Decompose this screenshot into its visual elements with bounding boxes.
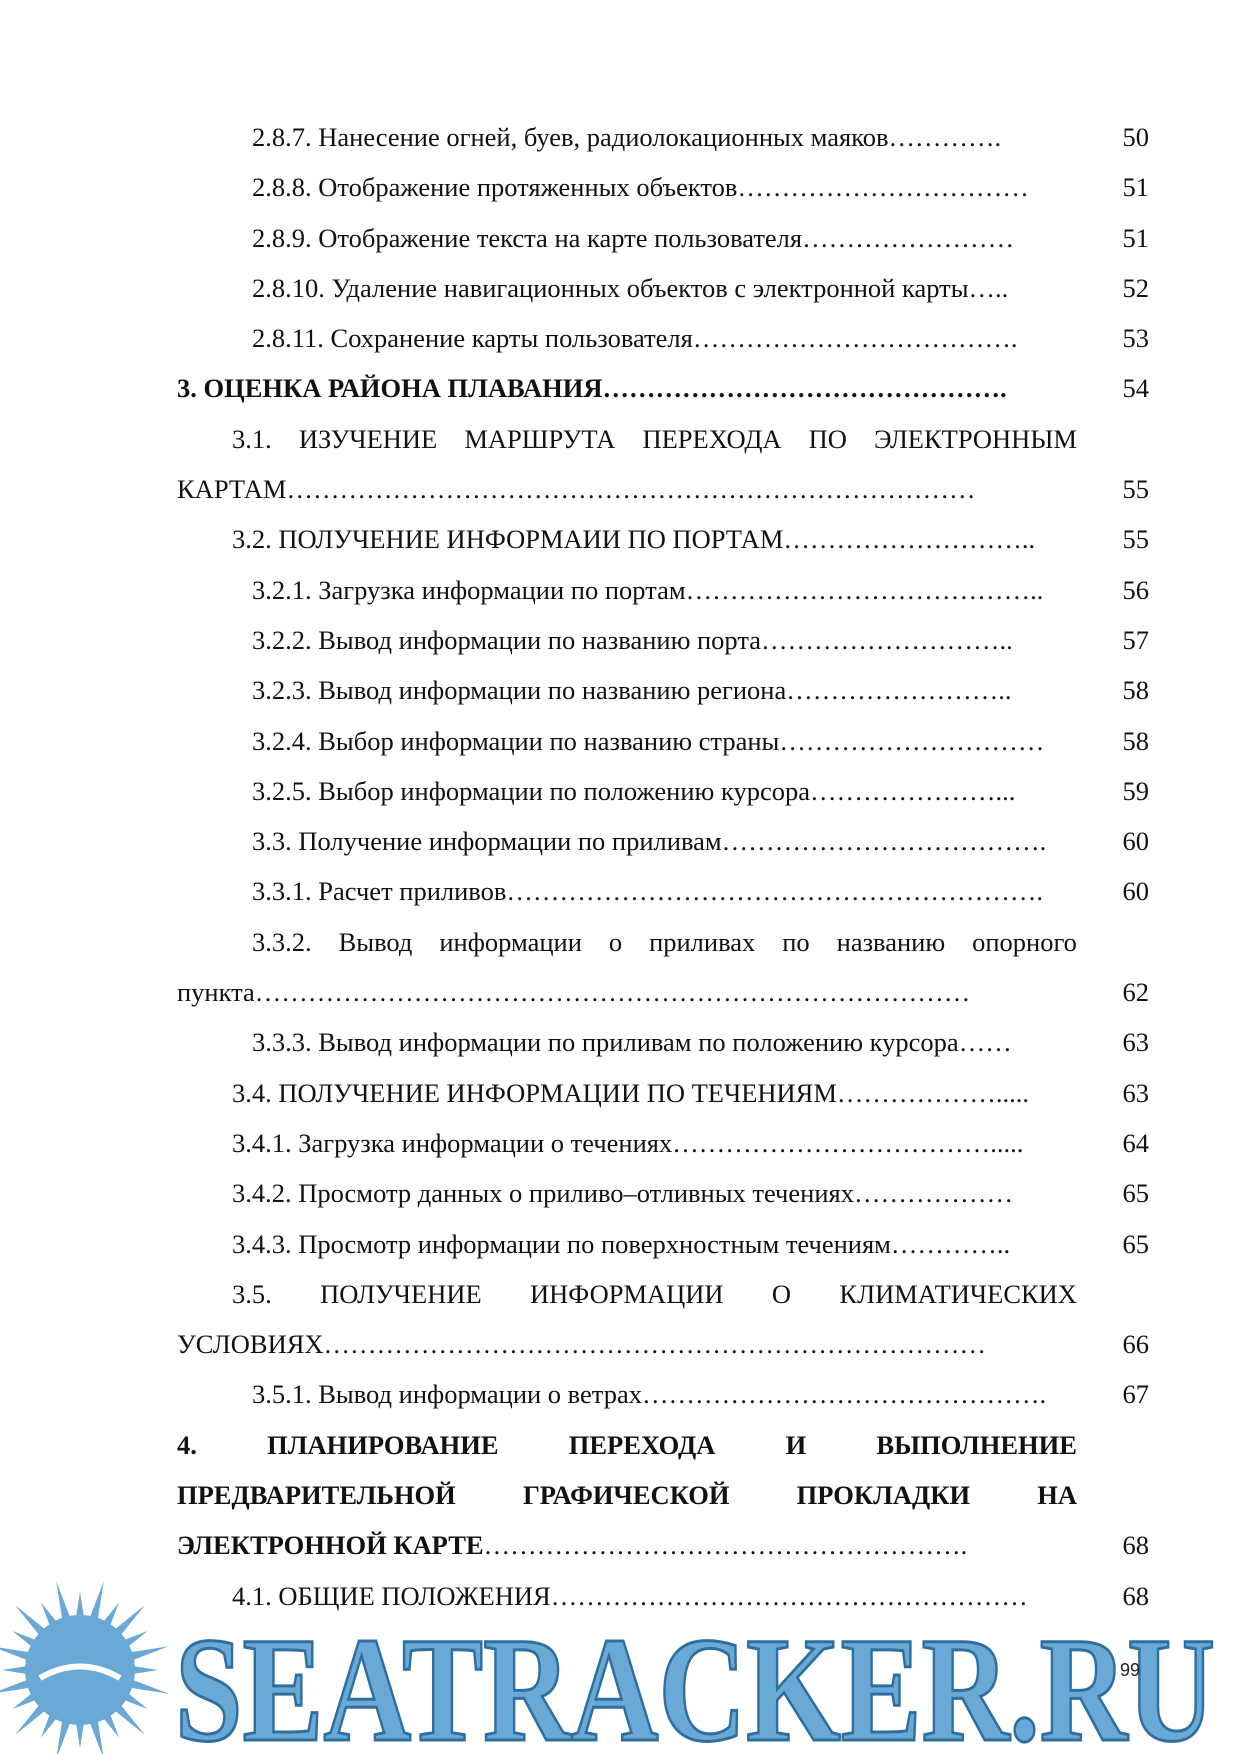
toc-word: НА [1037, 1480, 1077, 1511]
toc-word: КЛИМАТИЧЕСКИХ [839, 1278, 1077, 1309]
toc-entry [177, 263, 1149, 313]
toc-page-number: 65 [1122, 1178, 1149, 1209]
toc-entry-title [177, 1470, 1077, 1520]
toc-page-number: 58 [1122, 675, 1149, 706]
toc-entry [177, 766, 1149, 816]
toc-word: 4. [177, 1429, 197, 1460]
toc-page-number: 52 [1122, 272, 1149, 303]
toc-entry [177, 1369, 1149, 1419]
toc-entry-title: 3.3.3. Вывод информации по приливам по положению курсора…… [252, 1027, 1012, 1058]
toc-entry-title: 3.2.3. Вывод информации по названию региона…………………….. [252, 675, 1012, 706]
toc-page-number: 63 [1122, 1077, 1149, 1108]
toc-entry-title: 2.8.8. Отображение протяженных объектов…………………………… [252, 172, 1029, 203]
toc-entry-title: 3.5.1. Вывод информации о ветрах………………………………………. [252, 1379, 1047, 1410]
toc-entry-title: пункта……………………………………………………………………… [177, 977, 971, 1008]
toc-page-number: 54 [1122, 373, 1149, 404]
toc-entry [177, 1470, 1149, 1520]
toc-entry [177, 1420, 1149, 1470]
toc-entry [177, 464, 1149, 514]
toc-entry-title: 2.8.10. Удаление навигационных объектов с электронной карты….. [252, 272, 1009, 303]
toc-entry [177, 866, 1149, 916]
toc-entry-title: 2.8.7. Нанесение огней, буев, радиолокационных маяков…………. [252, 122, 1002, 152]
toc-page-number: 62 [1122, 977, 1149, 1008]
toc-word: ПОЛУЧЕНИЕ [320, 1278, 482, 1309]
toc-page-number: 65 [1122, 1228, 1149, 1259]
toc-page-number: 68 [1122, 1530, 1149, 1561]
toc-word: ГРАФИЧЕСКОЙ [522, 1480, 730, 1511]
toc-word: МАРШРУТА [464, 423, 616, 454]
toc-page-number: 55 [1122, 474, 1149, 505]
toc-word: ВЫПОЛНЕНИЕ [876, 1429, 1077, 1460]
toc-entry [177, 363, 1149, 413]
toc-entry [177, 1017, 1149, 1067]
toc-page-number: 66 [1122, 1329, 1149, 1360]
toc-page-number: 56 [1122, 574, 1149, 605]
toc-page-number: 67 [1122, 1379, 1149, 1410]
toc-entry-title [252, 917, 1077, 967]
toc-word: О [771, 1278, 792, 1309]
sun-logo-icon [0, 1581, 169, 1754]
toc-word: названию [836, 926, 946, 957]
toc-entry-title: 3.2.4. Выбор информации по названию страны………………………… [252, 725, 1045, 756]
toc-word: 3.5. [232, 1278, 272, 1309]
watermark-text: SEATRACKER.RU [175, 1607, 1215, 1754]
toc-entry [177, 213, 1149, 263]
toc-word: ПО [808, 423, 847, 454]
toc-entry-title: 3.4.2. Просмотр данных о приливо–отливных течениях……………… [232, 1178, 1013, 1209]
toc-word: ПЕРЕХОДА [642, 423, 782, 454]
toc-word: 3.1. [232, 423, 272, 454]
toc-word: Вывод [338, 926, 413, 957]
toc-entry [177, 967, 1149, 1017]
toc-word: о [608, 926, 623, 957]
toc-word: 3.3.2. [252, 926, 312, 957]
toc-entry-title: 3.4.3. Просмотр информации по поверхностным течениям………….. [232, 1228, 1011, 1259]
toc-page-number: 59 [1122, 775, 1149, 806]
toc-page-number: 58 [1122, 725, 1149, 756]
toc-page-number: 64 [1122, 1127, 1149, 1158]
toc-word: ИЗУЧЕНИЕ [298, 423, 438, 454]
toc-entry [177, 112, 1149, 162]
toc-entry-title: 3.2.2. Вывод информации по названию порта……………………….. [252, 624, 1013, 655]
toc-page-number: 53 [1122, 323, 1149, 354]
toc-word: приливах [649, 926, 756, 957]
toc-entry [177, 313, 1149, 363]
toc-entry-title [232, 414, 1077, 464]
toc-word: И [785, 1429, 807, 1460]
page-number: 99 [1120, 1660, 1141, 1680]
toc-word: ПРЕДВАРИТЕЛЬНОЙ [177, 1480, 456, 1511]
toc-entry [177, 816, 1149, 866]
toc-entry-title: 3.4.1. Загрузка информации о течениях………………………………..... [232, 1127, 1024, 1158]
toc-entry-title: ЭЛЕКТРОННОЙ КАРТЕ………………………………………………. [177, 1530, 968, 1561]
toc-page-number: 51 [1122, 172, 1149, 203]
toc-entry [177, 716, 1149, 766]
toc-entry-title: 3.2.5. Выбор информации по положению курсора…………………... [252, 775, 1016, 806]
toc-entry [177, 414, 1149, 464]
toc-page-number: 51 [1122, 222, 1149, 253]
toc-word: информации [439, 926, 582, 957]
toc-word: по [782, 926, 810, 957]
toc-entry [177, 1068, 1149, 1118]
toc-word: ПЕРЕХОДА [568, 1429, 716, 1460]
toc-word: ЭЛЕКТРОННЫМ [874, 423, 1077, 454]
toc-entry-title: 3.3. Получение информации по приливам………………………………. [252, 826, 1047, 857]
toc-word: ИНФОРМАЦИИ [530, 1278, 724, 1309]
toc-entry [177, 615, 1149, 665]
toc-entry-title: КАРТАМ…………………………………………………………………… [177, 474, 976, 505]
toc-entry-title: УСЛОВИЯХ………………………………………………………………… [177, 1329, 987, 1360]
toc-page-number: 60 [1122, 876, 1149, 907]
toc-entry [177, 1118, 1149, 1168]
toc-entry-title [232, 1269, 1077, 1319]
toc-entry [177, 665, 1149, 715]
toc-word: опорного [972, 926, 1077, 957]
toc-entry-title: 4.1. ОБЩИЕ ПОЛОЖЕНИЯ……………………………………………… [232, 1580, 1028, 1611]
toc-page-number: 55 [1122, 524, 1149, 555]
toc-entry-title: 3.2. ПОЛУЧЕНИЕ ИНФОРМАИИ ПО ПОРТАМ……………………….. [232, 524, 1036, 555]
toc-page-number: 57 [1122, 624, 1149, 655]
toc-page-number: 68 [1122, 1580, 1149, 1611]
toc-entry-title: 2.8.11. Сохранение карты пользователя………………………………. [252, 323, 1018, 354]
toc-page-number: 50 [1122, 122, 1149, 152]
toc-entry-title: 3.2.1. Загрузка информации по портам………………………………….. [252, 574, 1044, 605]
toc-word: ПРОКЛАДКИ [796, 1480, 971, 1511]
toc-entry-title [177, 1420, 1077, 1470]
toc-entry [177, 565, 1149, 615]
toc-word: ПЛАНИРОВАНИЕ [267, 1429, 499, 1460]
toc-page-number: 60 [1122, 826, 1149, 857]
toc-entry [177, 1319, 1149, 1369]
toc-entry [177, 162, 1149, 212]
toc-page-number: 63 [1122, 1027, 1149, 1058]
toc-entry-title: 2.8.9. Отображение текста на карте пользователя…………………… [252, 222, 1015, 253]
toc-entry-title: 3. ОЦЕНКА РАЙОНА ПЛАВАНИЯ………………………………………. [177, 373, 1007, 404]
toc-entry [177, 1269, 1149, 1319]
toc-entry [177, 1168, 1149, 1218]
toc-entry [177, 917, 1149, 967]
watermark [0, 1560, 1239, 1754]
table-of-contents [177, 112, 1149, 1621]
toc-entry [177, 1219, 1149, 1269]
toc-entry [177, 514, 1149, 564]
toc-entry-title: 3.4. ПОЛУЧЕНИЕ ИНФОРМАЦИИ ПО ТЕЧЕНИЯМ………………..... [232, 1077, 1030, 1108]
toc-entry-title: 3.3.1. Расчет приливов……………………………………………………. [252, 876, 1044, 907]
